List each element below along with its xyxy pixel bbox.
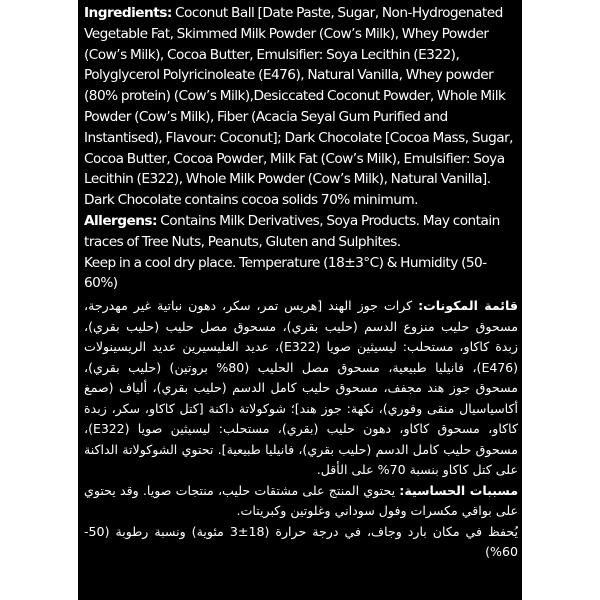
- english-section: [84, 3, 518, 294]
- arabic-allergens-heading: مسببات الحساسية:: [399, 482, 518, 498]
- arabic-allergens-paragraph: [84, 481, 518, 522]
- ingredients-heading: Ingredients:: [84, 5, 172, 21]
- allergens-text: Contains Milk Derivatives, Soya Products. May contain traces of Tree Nuts, Peanuts, Gluten and Sulphites.: [84, 212, 500, 250]
- arabic-section: [84, 296, 518, 563]
- ingredients-label-panel: [78, 0, 522, 600]
- cocoa-note: Dark Chocolate contains cocoa solids 70% minimum.: [84, 192, 418, 209]
- arabic-storage-instructions: يُحفظ في مكان بارد وجاف، في درجة حرارة (18±3 مئوية) ونسبة رطوبة (50-60%): [84, 523, 518, 560]
- arabic-allergens-text: يحتوي المنتج على مشتقات حليب، منتجات صويا. وقد يحتوي على بواقي مكسرات وفول سوداني وغلوتين وكبريتات.: [84, 482, 518, 519]
- arabic-ingredients-text: كرات جوز الهند [هريس تمر، سكر، دهون نباتية غير مهدرجة، مسحوق حليب منزوع الدسم (حليب بقري)، مسحوق مصل حليب (حليب بقري)، زبدة كاكاو، مستحلب: ليسيثين صويا (E322)، عديد الغليسيرين عديد الريسينولات (E476)، فانيليا طبيعية، مسحوق مصل الحليب (80% بروتين) (حليب بقري)، مسحوق جوز هند مجفف، مسحوق حليب كامل الدسم (حليب بقري)، ألياف (صمغ أكاسياسيال منقى وفوري)، نكهة: جوز هند]؛ شوكولاتة داكنة [كتل كاكاو، سكر، زبدة كاكاو، مسحوق كاكاو، دهون حليب (بقري)، مستحلب: ليسيثين صويا (E322)، مسحوق حليب كامل الدسم (حليب بقري)، فانيليا طبيعية]. تحتوي الشوكولاتة الداكنة على كتل كاكاو بنسبة 70% على الأقل.: [84, 298, 519, 478]
- arabic-ingredients-heading: قائمة المكونات:: [418, 298, 518, 314]
- ingredients-text: Coconut Ball [Date Paste, Sugar, Non-Hydrogenated Vegetable Fat, Skimmed Milk Powder (Cow’s Milk), Whey Powder (Cow’s Milk), Cocoa Butter, Emulsifier: Soya Lecithin (E322), Polyglycerol Polyricinoleate (E476), Natural Vanilla, Whey powder (80% protein) (Cow’s Milk),Desiccated Coconut Powder, Whole Milk Powder (Cow’s Milk), Fiber (Acacia Seyal Gum Purified and Instantised), Flavour: Coconut]; Dark Chocolate [Cocoa Mass, Sugar, Cocoa Butter, Cocoa Powder, Milk Fat (Cow’s Milk), Emulsifier: Soya Lecithin (E322), Whole Milk Powder (Cow’s Milk), Natural Vanilla].: [84, 5, 513, 188]
- allergens-heading: Allergens:: [84, 212, 157, 229]
- english-ingredients-paragraph: [84, 3, 518, 190]
- english-allergens-paragraph: [84, 211, 518, 253]
- storage-instructions: Keep in a cool dry place. Temperature (18±3°C) & Humidity (50-60%): [84, 254, 487, 292]
- arabic-ingredients-paragraph: [84, 296, 518, 481]
